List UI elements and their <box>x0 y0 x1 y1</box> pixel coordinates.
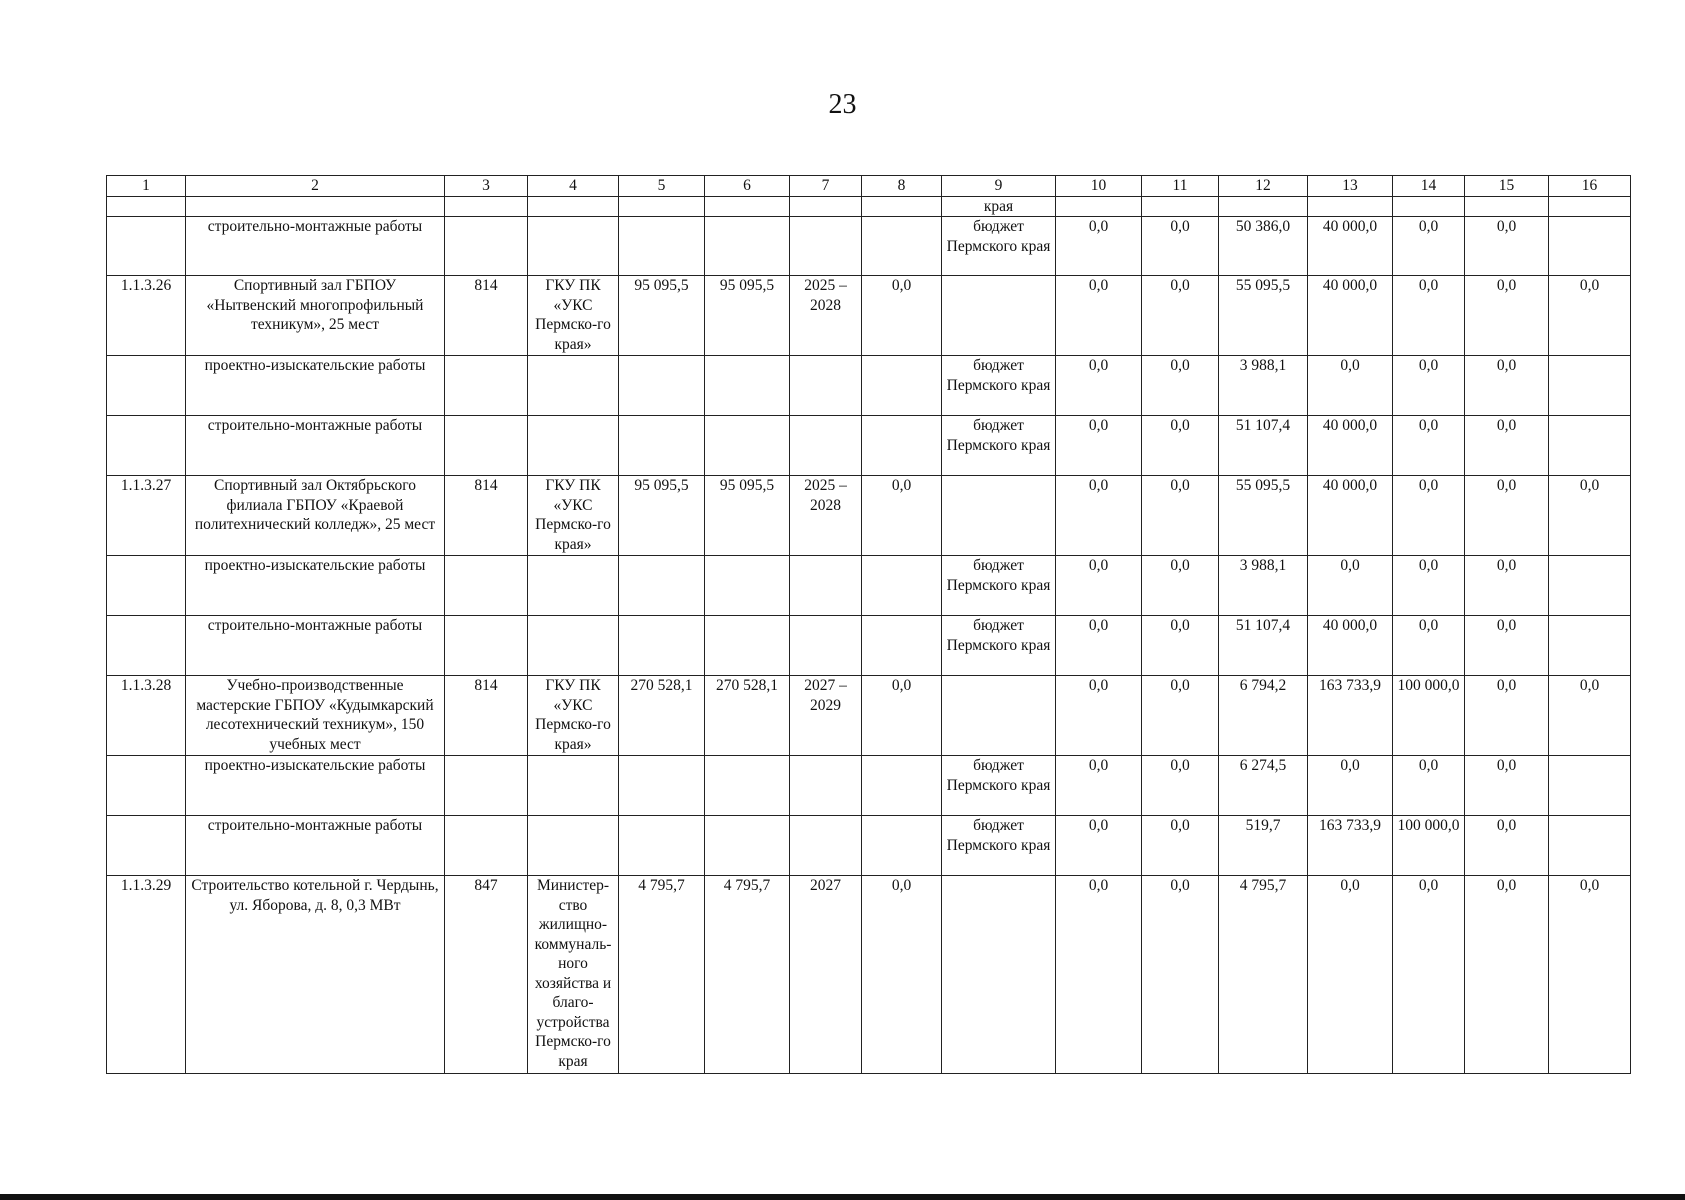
table-cell <box>107 616 186 676</box>
table-cell: 0,0 <box>1308 556 1393 616</box>
table-cell <box>107 356 186 416</box>
table-cell <box>1056 196 1142 217</box>
table-cell: 0,0 <box>1142 476 1219 556</box>
table-cell: бюджет Пермского края <box>942 616 1056 676</box>
table-cell <box>705 756 790 816</box>
table-cell: края <box>942 196 1056 217</box>
table-cell: 163 733,9 <box>1308 676 1393 756</box>
bottom-scan-edge <box>0 1194 1685 1200</box>
table-cell <box>942 276 1056 356</box>
table-cell: 1.1.3.29 <box>107 876 186 1074</box>
table-cell: 6 274,5 <box>1219 756 1308 816</box>
table-cell <box>942 476 1056 556</box>
table-cell: 0,0 <box>1465 416 1549 476</box>
table-cell <box>619 196 705 217</box>
table-cell: 0,0 <box>1308 876 1393 1074</box>
table-cell: ГКУ ПК «УКС Пермско-го края» <box>528 276 619 356</box>
table-cell: 0,0 <box>1393 276 1465 356</box>
table-cell: 0,0 <box>1549 676 1631 756</box>
table-cell: бюджет Пермского края <box>942 556 1056 616</box>
table-cell <box>107 416 186 476</box>
table-cell: 0,0 <box>1142 816 1219 876</box>
table-cell <box>528 616 619 676</box>
table-cell: 0,0 <box>862 276 942 356</box>
table-cell: 270 528,1 <box>705 676 790 756</box>
table-cell: 0,0 <box>1393 356 1465 416</box>
table-cell <box>790 196 862 217</box>
table-cell: 0,0 <box>1142 876 1219 1074</box>
table-cell <box>942 876 1056 1074</box>
table-row <box>107 356 1631 416</box>
table-cell <box>790 616 862 676</box>
table-cell <box>445 356 528 416</box>
table-cell: 0,0 <box>1056 356 1142 416</box>
table-cell <box>705 416 790 476</box>
table-cell: 40 000,0 <box>1308 276 1393 356</box>
table-body <box>107 196 1631 1074</box>
table-cell <box>790 756 862 816</box>
table-cell <box>862 756 942 816</box>
table-row <box>107 676 1631 756</box>
table-cell <box>445 756 528 816</box>
table-cell: 0,0 <box>1142 217 1219 276</box>
table-cell: проектно-изыскательские работы <box>186 756 445 816</box>
table-cell <box>1549 196 1631 217</box>
table-cell: ГКУ ПК «УКС Пермско-го края» <box>528 676 619 756</box>
table-cell <box>107 556 186 616</box>
table-cell: строительно-монтажные работы <box>186 416 445 476</box>
table-cell: 40 000,0 <box>1308 416 1393 476</box>
column-header: 9 <box>942 176 1056 197</box>
column-header: 16 <box>1549 176 1631 197</box>
table-cell <box>1549 217 1631 276</box>
table-cell: проектно-изыскательские работы <box>186 356 445 416</box>
column-header: 11 <box>1142 176 1219 197</box>
table-cell: 0,0 <box>862 876 942 1074</box>
table-cell <box>1219 196 1308 217</box>
column-header: 13 <box>1308 176 1393 197</box>
table-cell: 0,0 <box>1465 356 1549 416</box>
table-cell <box>619 756 705 816</box>
column-header: 5 <box>619 176 705 197</box>
table-cell <box>790 816 862 876</box>
table-cell <box>619 217 705 276</box>
table-cell: 0,0 <box>1393 476 1465 556</box>
table-cell <box>1549 756 1631 816</box>
table-cell <box>1549 816 1631 876</box>
table-row <box>107 217 1631 276</box>
table-cell: 55 095,5 <box>1219 276 1308 356</box>
table-cell: 0,0 <box>1465 616 1549 676</box>
table-cell: 1.1.3.28 <box>107 676 186 756</box>
column-header: 1 <box>107 176 186 197</box>
table-cell: 0,0 <box>1056 616 1142 676</box>
table-cell: ГКУ ПК «УКС Пермско-го края» <box>528 476 619 556</box>
table-cell: бюджет Пермского края <box>942 217 1056 276</box>
table-cell: строительно-монтажные работы <box>186 816 445 876</box>
table-cell: 0,0 <box>1142 416 1219 476</box>
table-cell <box>862 816 942 876</box>
table-cell: 0,0 <box>1549 276 1631 356</box>
table-cell <box>705 616 790 676</box>
table-cell <box>619 416 705 476</box>
column-header: 8 <box>862 176 942 197</box>
table-cell: 4 795,7 <box>619 876 705 1074</box>
table-row <box>107 276 1631 356</box>
table-row <box>107 876 1631 1074</box>
table-cell <box>705 196 790 217</box>
table-row <box>107 556 1631 616</box>
table-cell: 0,0 <box>1465 756 1549 816</box>
table-cell <box>619 616 705 676</box>
table-cell <box>445 616 528 676</box>
table-cell: 519,7 <box>1219 816 1308 876</box>
table-cell: Учебно-производственные мастерские ГБПОУ «Кудымкарский лесотехнический техникум», 150 учебных мест <box>186 676 445 756</box>
table-cell: 1.1.3.27 <box>107 476 186 556</box>
table-cell: строительно-монтажные работы <box>186 616 445 676</box>
table-cell: 0,0 <box>1549 476 1631 556</box>
table-cell: 0,0 <box>1393 217 1465 276</box>
table-cell <box>1393 196 1465 217</box>
table-cell: 0,0 <box>1056 756 1142 816</box>
table-cell <box>619 816 705 876</box>
table-cell <box>1465 196 1549 217</box>
table-cell: 0,0 <box>1142 556 1219 616</box>
table-cell: 100 000,0 <box>1393 676 1465 756</box>
table-cell <box>705 217 790 276</box>
table-cell <box>528 217 619 276</box>
table-cell: 0,0 <box>1465 876 1549 1074</box>
table-cell: 3 988,1 <box>1219 356 1308 416</box>
table-cell: 50 386,0 <box>1219 217 1308 276</box>
table-cell: 55 095,5 <box>1219 476 1308 556</box>
table-cell: 0,0 <box>1056 276 1142 356</box>
table-cell: 4 795,7 <box>1219 876 1308 1074</box>
table-cell <box>790 356 862 416</box>
table-cell <box>790 556 862 616</box>
table-cell <box>445 416 528 476</box>
table-cell: 0,0 <box>1056 556 1142 616</box>
table-cell <box>445 816 528 876</box>
table-cell: 0,0 <box>1056 217 1142 276</box>
table-cell: 0,0 <box>1549 876 1631 1074</box>
table-cell <box>107 756 186 816</box>
table-cell: 0,0 <box>1308 356 1393 416</box>
table-cell: 2027 <box>790 876 862 1074</box>
table-cell: 0,0 <box>1142 356 1219 416</box>
column-header: 6 <box>705 176 790 197</box>
table-cell <box>705 556 790 616</box>
table-cell: 0,0 <box>1465 476 1549 556</box>
table-cell <box>705 356 790 416</box>
table-cell: 1.1.3.26 <box>107 276 186 356</box>
table-cell: Спортивный зал Октябрьского филиала ГБПОУ «Краевой политехнический колледж», 25 мест <box>186 476 445 556</box>
table-cell: 0,0 <box>1308 756 1393 816</box>
table-cell <box>862 416 942 476</box>
table-cell: 95 095,5 <box>619 276 705 356</box>
table-cell <box>528 556 619 616</box>
table-cell: 2027 – 2029 <box>790 676 862 756</box>
table-cell <box>705 816 790 876</box>
table-cell: 95 095,5 <box>619 476 705 556</box>
table-cell: 2025 – 2028 <box>790 276 862 356</box>
table-cell <box>1549 356 1631 416</box>
table-cell: строительно-монтажные работы <box>186 217 445 276</box>
table-cell <box>790 416 862 476</box>
table-cell: 0,0 <box>1056 816 1142 876</box>
table-cell: 95 095,5 <box>705 276 790 356</box>
header-row <box>107 176 1631 197</box>
table-cell <box>528 756 619 816</box>
column-header: 12 <box>1219 176 1308 197</box>
table-cell: бюджет Пермского края <box>942 356 1056 416</box>
column-header: 15 <box>1465 176 1549 197</box>
table-cell <box>619 556 705 616</box>
table-cell: 270 528,1 <box>619 676 705 756</box>
table-cell <box>1549 416 1631 476</box>
table-cell <box>445 217 528 276</box>
table-cell <box>1308 196 1393 217</box>
table-cell: 2025 – 2028 <box>790 476 862 556</box>
table-cell: Строительство котельной г. Чердынь, ул. Яборова, д. 8, 0,3 МВт <box>186 876 445 1074</box>
table-cell: 51 107,4 <box>1219 416 1308 476</box>
table-cell: 0,0 <box>1056 476 1142 556</box>
page-number: 23 <box>828 89 857 120</box>
table-cell: 163 733,9 <box>1308 816 1393 876</box>
table-cell: 0,0 <box>1465 556 1549 616</box>
table-cell <box>1549 616 1631 676</box>
table-row <box>107 616 1631 676</box>
table-cell <box>862 616 942 676</box>
table-cell: 0,0 <box>1142 276 1219 356</box>
table-cell: 0,0 <box>1465 276 1549 356</box>
table-cell <box>1142 196 1219 217</box>
table-cell: 4 795,7 <box>705 876 790 1074</box>
column-header: 14 <box>1393 176 1465 197</box>
table-cell: 0,0 <box>1142 676 1219 756</box>
table-cell: 100 000,0 <box>1393 816 1465 876</box>
table-cell <box>862 356 942 416</box>
table-cell: 95 095,5 <box>705 476 790 556</box>
table-cell: 0,0 <box>1393 556 1465 616</box>
table-cell <box>790 217 862 276</box>
table-cell <box>942 676 1056 756</box>
column-header: 3 <box>445 176 528 197</box>
table-row <box>107 416 1631 476</box>
table-cell: 814 <box>445 676 528 756</box>
table-cell <box>528 196 619 217</box>
table-cell <box>186 196 445 217</box>
table-cell: 0,0 <box>1393 756 1465 816</box>
table-cell: 0,0 <box>862 676 942 756</box>
table-cell <box>107 816 186 876</box>
table-cell: 0,0 <box>1142 616 1219 676</box>
table-cell <box>107 217 186 276</box>
table-cell: бюджет Пермского края <box>942 816 1056 876</box>
table-cell: проектно-изыскательские работы <box>186 556 445 616</box>
table-cell: 0,0 <box>1465 217 1549 276</box>
table-cell <box>528 816 619 876</box>
budget-table <box>106 175 1631 1074</box>
table-cell: 0,0 <box>1393 616 1465 676</box>
table-cell <box>862 217 942 276</box>
column-header: 10 <box>1056 176 1142 197</box>
table-cell: 0,0 <box>1056 876 1142 1074</box>
table-cell: 814 <box>445 276 528 356</box>
table-cell: 40 000,0 <box>1308 476 1393 556</box>
table-cell: 51 107,4 <box>1219 616 1308 676</box>
table-cell: 0,0 <box>1393 416 1465 476</box>
table-cell <box>528 416 619 476</box>
table-cell: 0,0 <box>1056 676 1142 756</box>
table-cell: 0,0 <box>1465 676 1549 756</box>
table-cell <box>445 196 528 217</box>
table-cell <box>445 556 528 616</box>
column-header: 4 <box>528 176 619 197</box>
table-cell: 40 000,0 <box>1308 217 1393 276</box>
column-header: 2 <box>186 176 445 197</box>
table-cell: 3 988,1 <box>1219 556 1308 616</box>
column-header: 7 <box>790 176 862 197</box>
table-cell: 0,0 <box>862 476 942 556</box>
table-row <box>107 816 1631 876</box>
table-cell: 847 <box>445 876 528 1074</box>
table-row <box>107 476 1631 556</box>
table-cell: 0,0 <box>1142 756 1219 816</box>
table-cell: Спортивный зал ГБПОУ «Нытвенский многопрофильный техникум», 25 мест <box>186 276 445 356</box>
table-row <box>107 756 1631 816</box>
table-cell <box>1549 556 1631 616</box>
table-cell <box>862 196 942 217</box>
table-cell: Министер-ство жилищно-коммуналь-ного хозяйства и благо-устройства Пермско-го края <box>528 876 619 1074</box>
table-cell <box>619 356 705 416</box>
table-cell <box>862 556 942 616</box>
table-row <box>107 196 1631 217</box>
table-cell <box>528 356 619 416</box>
table-cell: 40 000,0 <box>1308 616 1393 676</box>
table-cell: 6 794,2 <box>1219 676 1308 756</box>
table-cell: 0,0 <box>1056 416 1142 476</box>
table-cell: 814 <box>445 476 528 556</box>
table-cell <box>107 196 186 217</box>
table-cell: бюджет Пермского края <box>942 756 1056 816</box>
table-cell: бюджет Пермского края <box>942 416 1056 476</box>
table-cell: 0,0 <box>1393 876 1465 1074</box>
table-cell: 0,0 <box>1465 816 1549 876</box>
